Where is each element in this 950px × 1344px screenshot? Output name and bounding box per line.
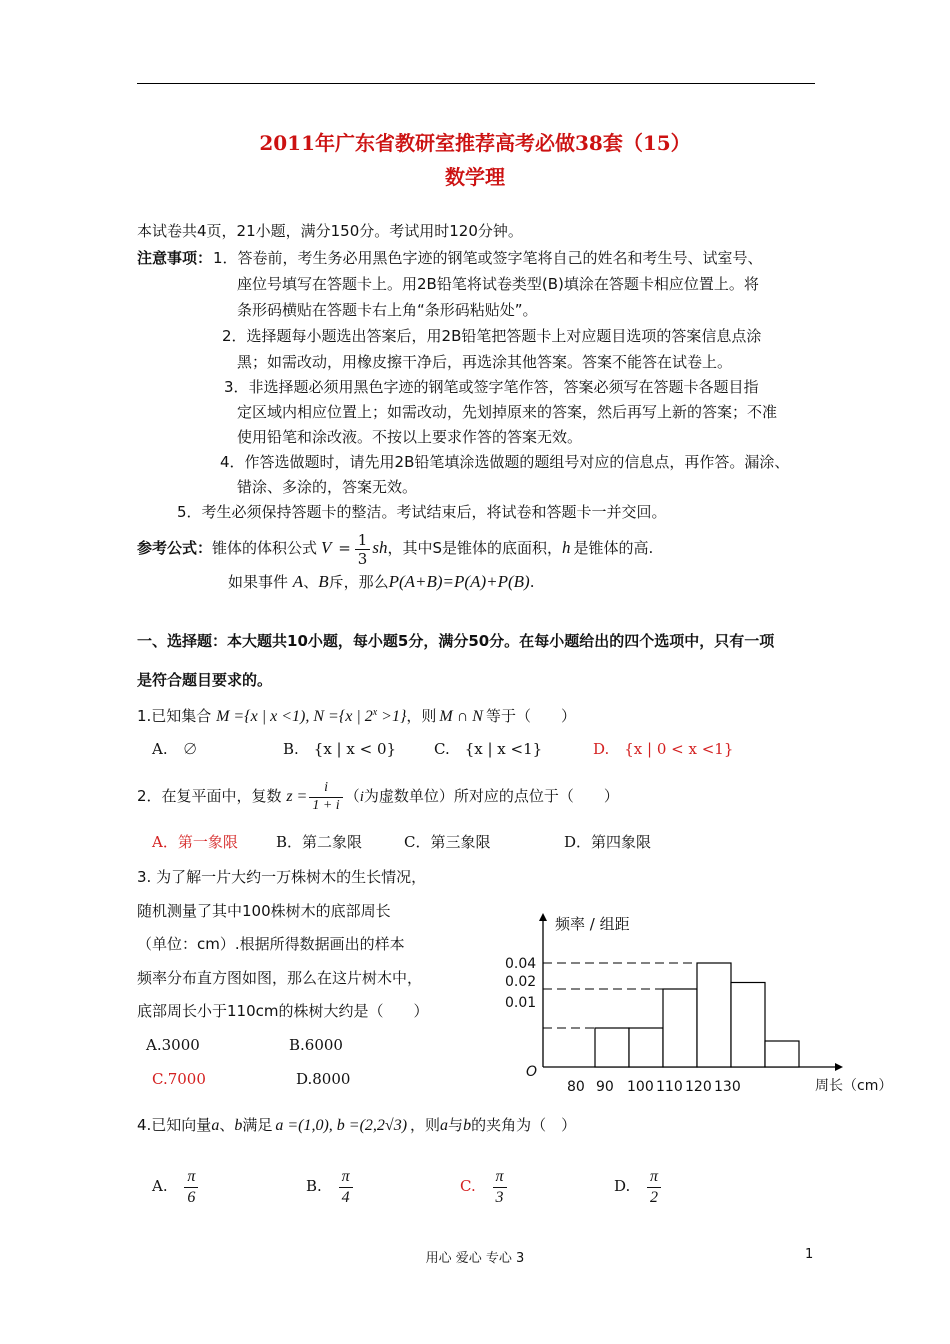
q2-option-a: A．第一象限 [152,833,238,851]
histogram-chart [490,905,910,1100]
note-1b: 座位号填写在答题卡上。用2B铅笔将试卷类型(B)填涂在答题卡相应位置上。将 [237,275,759,293]
question-4 [137,1115,576,1136]
note-3b: 定区域内相应位置上；如需改动，先划掉原来的答案，然后再写上新的答案；不准 [237,403,778,421]
formula2-pre: 如果事件 [228,573,289,591]
q1-end: 等于（ ） [485,707,576,725]
q2-post2: 为虚数单位）所对应的点位于（ ） [363,787,619,805]
intro-text: 本试卷共4页，21小题，满分150分。考试用时120分钟。 [137,222,523,240]
histogram-bar [629,1028,663,1067]
q1-mid: ，则 [406,707,437,725]
page-title: 2011年广东省教研室推荐高考必做38套（15） [259,131,691,155]
page-subtitle: 数学理 [445,165,505,189]
question-1 [137,703,576,727]
section-heading-line2: 是符合题目要求的。 [137,671,273,689]
q4-expr: a =(1,0), b =(2,2√3) [275,1117,408,1134]
q4-option-a: A. $\frac{\pi}{6}$ [152,1163,200,1209]
page-number: 1 [805,1247,814,1262]
x-tick-label: 80 [567,1079,585,1095]
x-tick-label: 120 [685,1079,712,1095]
q3-line-2: 随机测量了其中100株树木的底部周长 [137,902,391,920]
histogram-bar [697,963,731,1067]
note-3a: 3．非选择题必须用黑色字迹的钢笔或签字笔作答，答案必须写在答题卡各题目指 [224,378,759,396]
q2-option-c: C．第三象限 [404,833,491,851]
note-1c: 条形码横贴在答题卡右上角“条形码粘贴处”。 [237,301,538,319]
formula-eq: = [338,539,351,557]
formula2-mid: 斥，那么 [328,573,389,591]
q1-option-d: D. {x | 0 < x <1} [593,740,734,758]
q2-post1: （ [344,787,360,805]
q4-with: 与 [448,1116,464,1134]
q1-option-b: B. {x | x < 0} [283,740,397,758]
note-1a: 1．答卷前，考生务必用黑色字迹的钢笔或签字笔将自己的姓名和考生号、试室号、 [213,249,763,267]
formula2-sep: 、 [303,573,319,591]
header-rule [137,83,815,84]
y-axis-arrow [539,913,547,921]
formula-h: h [562,538,571,557]
formula-line-1 [137,527,653,569]
histogram-bar [731,983,765,1068]
formula-sh: sh [372,538,388,557]
q4-mid: 满足 [242,1116,273,1134]
q3-line-5: 底部周长小于110cm的株树大约是（ ） [137,1002,429,1020]
footer-text: 用心 爱心 专心 3 [425,1251,525,1266]
q3-option-a: A.3000 [146,1036,200,1054]
formula-V: V [321,538,332,557]
q4-pre: 4.已知向量 [137,1116,212,1134]
q1-expr2: >1} [377,708,407,725]
q4-sep: 、 [219,1116,235,1134]
origin-label: O [526,1064,538,1080]
q4-option-c: C. $\frac{\pi}{3}$ [460,1163,509,1209]
y-tick-label: 0.02 [505,974,537,990]
q1-option-a: A. ∅ [152,740,198,758]
x-tick-label: 100 [627,1079,654,1095]
formula2-A: A [292,572,304,591]
note-2a: 2．选择题每小题选出答案后，用2B铅笔把答题卡上对应题目选项的答案信息点涂 [222,327,762,345]
q1-sup: x [372,707,378,718]
formula-text-3: 是锥体的底面积， [442,539,563,557]
q4-b: b [234,1117,243,1134]
q1-pre: 1.已知集合 [137,707,212,725]
histogram-bar [663,989,697,1067]
q3-line-4: 频率分布直方图如图，那么在这片树木中， [137,969,423,987]
note-2b: 黑；如需改动，用橡皮擦干净后，再选涂其他答案。答案不能答在试卷上。 [237,353,733,371]
q4-end: 的夹角为（ ） [471,1116,577,1134]
q4-option-b: B. $\frac{\pi}{4}$ [306,1163,355,1209]
formula2-end: . [529,573,535,591]
q3-line-1: 3. 为了解一片大约一万株树木的生长情况， [137,868,427,886]
q4-option-d: D. $\frac{\pi}{2}$ [614,1163,663,1209]
formula-label: 参考公式： [137,539,213,557]
q3-option-c: C.7000 [152,1070,206,1088]
question-2 [137,774,619,818]
notes-label: 注意事项： [137,249,213,267]
q1-option-c: C. {x | x <1} [434,740,543,758]
q2-pre: 2．在复平面中，复数 [137,787,282,805]
y-tick-label: 0.04 [505,956,537,972]
formula2-B: B [318,572,329,591]
q4-mid2: ，则 [410,1116,441,1134]
formula-text-4: 是锥体的高. [573,539,654,557]
x-tick-label: 130 [714,1079,741,1095]
q2-i: i [359,789,364,805]
note-3c: 使用铅笔和涂改液。不按以上要求作答的答案无效。 [237,428,583,446]
formula-S: S [432,539,442,557]
q4-a2: a [440,1117,449,1134]
histogram-bar [765,1041,799,1067]
formula-line-2 [228,570,534,594]
q2-fraction: $\frac{i}{1 + i}$ [309,780,342,815]
q3-option-d: D.8000 [296,1070,351,1088]
note-4a: 4．作答选做题时，请先用2B铅笔填涂选做题的题组号对应的信息点，再作答。漏涂、 [220,453,790,471]
q3-option-b: B.6000 [289,1036,343,1054]
q4-a: a [211,1117,220,1134]
q2-option-b: B．第二象限 [276,833,363,851]
q1-expr: M ={x | x <1), N ={x | 2 [216,708,373,725]
y-tick-label: 0.01 [505,995,537,1011]
q4-b2: b [463,1117,472,1134]
y-axis-label: 频率 / 组距 [555,915,630,933]
x-tick-label: 110 [656,1079,683,1095]
formula-text-1: 锥体的体积公式 [212,539,318,557]
q1-expr3: M ∩ N [439,708,483,725]
note-4b: 错涂、多涂的，答案无效。 [237,478,418,496]
formula-text-2: ，其中 [387,539,433,557]
x-axis-arrow [835,1063,843,1071]
note-5: 5．考生必须保持答题卡的整洁。考试结束后，将试卷和答题卡一并交回。 [177,503,667,521]
formula-fraction: $\frac{1}{3}$ [355,531,371,568]
x-tick-label: 90 [596,1079,614,1095]
q2-z: z = [286,788,308,805]
q3-line-3: （单位：cm）.根据所得数据画出的样本 [137,935,405,953]
x-axis-label: 周长（cm） [815,1078,893,1094]
histogram-bar [595,1028,629,1067]
section-heading-line1: 一、选择题：本大题共10小题，每小题5分，满分50分。在每小题给出的四个选项中，只有一项 [137,632,775,650]
formula2-expr: P(A+B)=P(A)+P(B) [388,572,530,591]
q2-option-d: D．第四象限 [564,833,652,851]
